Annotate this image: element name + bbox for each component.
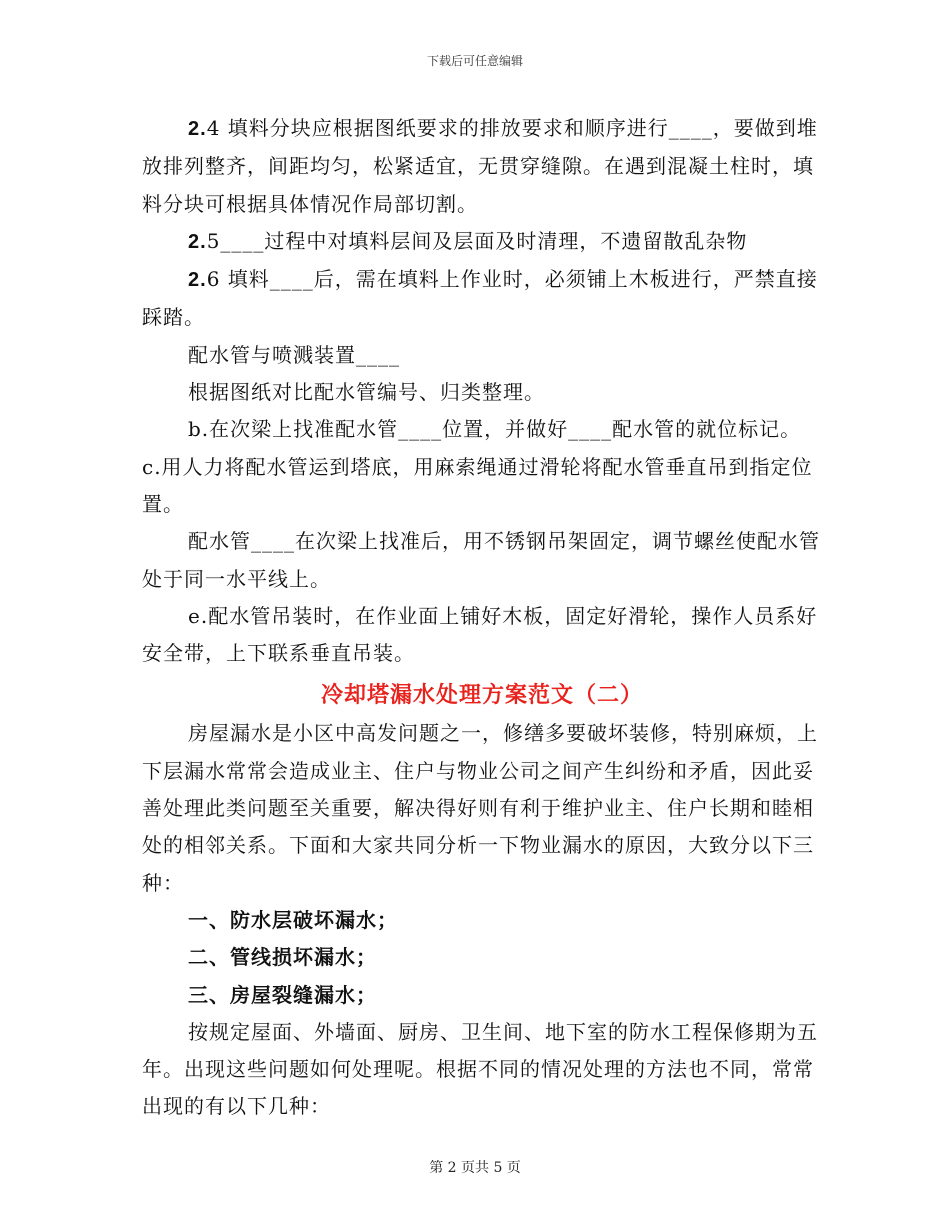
paragraph-e: e.配水管吊装时，在作业面上铺好木板，固定好滑轮，操作人员系好安全带，上下联系垂直吊装。 — [142, 603, 818, 666]
paragraph-2-6 — [142, 261, 822, 337]
document-body — [142, 110, 822, 1126]
paragraph-text: 5____过程中对填料层间及层面及时清理，不遗留散乱杂物 — [206, 228, 748, 253]
section-number: 2. — [188, 118, 207, 140]
page-footer: 第 2 页共 5 页 — [429, 1160, 521, 1176]
paragraph-text: 4 填料分块应根据图纸要求的排放要求和顺序进行____，要做到堆放排列整齐，间距均匀，松紧适宜，无贯穿缝隙。在遇到混凝土柱时，填料分块可根据具体情况作局部切割。 — [142, 116, 818, 216]
closing-paragraph: 按规定屋面、外墙面、厨房、卫生间、地下室的防水工程保修期为五年。出现这些问题如何处理呢。根据不同的情况处理的方法也不同，常常出现的有以下几种： — [142, 1019, 818, 1119]
paragraph-pipe-heading: 配水管与喷溅装置____ — [188, 342, 400, 367]
section-title: 冷却塔漏水处理方案范文（二） — [320, 682, 643, 709]
intro-paragraph: 房屋漏水是小区中高发问题之一，修缮多要破坏装修，特别麻烦，上下层漏水常常会造成业主、住户与物业公司之间产生纠纷和矛盾，因此妥善处理此类问题至关重要，解决得好则有利于维护业主、住户长期和睦相处的相邻关系。下面和大家共同分析一下物业漏水的原因，大致分以下三种： — [142, 721, 818, 895]
section-number: 2. — [188, 269, 207, 292]
paragraph-c: c.用人力将配水管运到塔底，用麻索绳通过滑轮将配水管垂直吊到指定位置。 — [142, 454, 813, 516]
cause-item: 三、房屋裂缝漏水； — [188, 982, 377, 1007]
page-header: 下载后可任意编辑 — [426, 54, 523, 68]
section-number: 2. — [188, 230, 207, 253]
cause-item: 二、管线损坏漏水； — [188, 945, 377, 970]
paragraph-pipe-sort: 根据图纸对比配水管编号、归类整理。 — [188, 380, 545, 405]
paragraph-pipe-fix: 配水管____在次梁上找准后，用不锈钢吊架固定，调节螺丝使配水管处于同一水平线上。 — [142, 529, 820, 591]
paragraph-2-5 — [142, 223, 822, 261]
cause-item: 一、防水层破坏漏水； — [188, 907, 398, 932]
paragraph-text: 6 填料____后，需在填料上作业时，必须铺上木板进行，严禁直接踩踏。 — [142, 267, 818, 330]
paragraph-2-4 — [142, 110, 822, 223]
paragraph-b: b.在次梁上找准配水管____位置，并做好____配水管的就位标记。 — [188, 417, 802, 442]
